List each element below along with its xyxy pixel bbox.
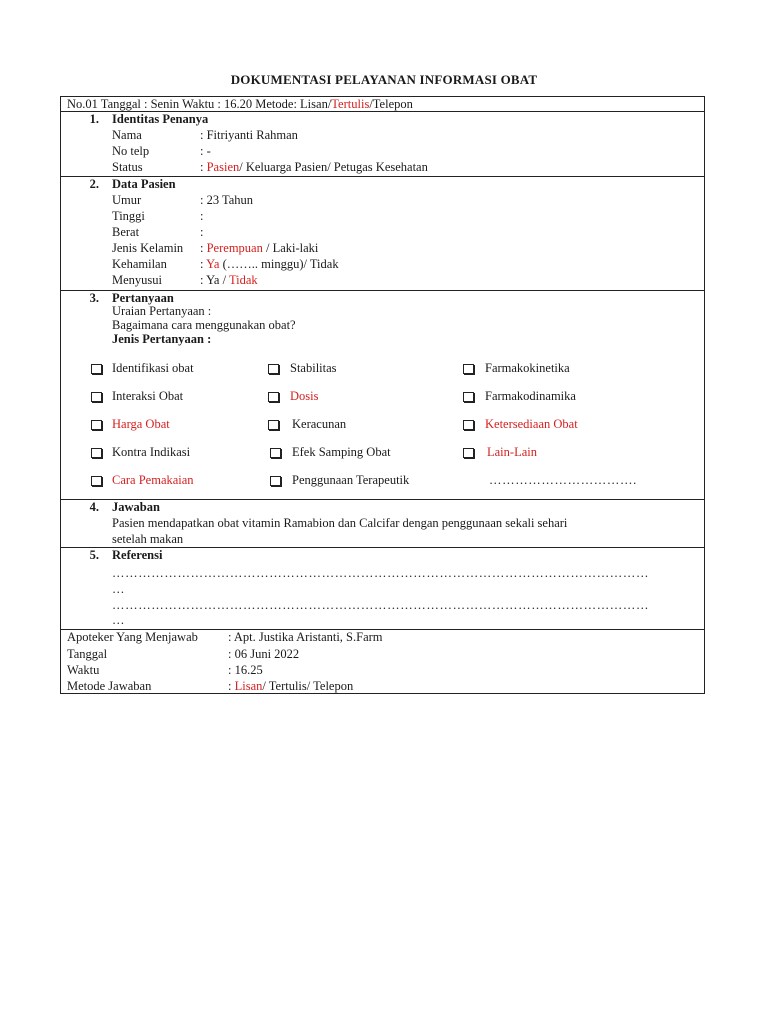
form-table xyxy=(60,96,705,694)
hamil-selected: Ya xyxy=(206,257,220,271)
option-label-dosis: Dosis xyxy=(290,389,319,403)
option-label-farmakodinamika: Farmakodinamika xyxy=(485,389,576,403)
uraian-label: Uraian Pertanyaan : xyxy=(112,304,212,318)
nama-value: : Fitriyanti Rahman xyxy=(200,128,298,142)
checkbox-harga-obat[interactable] xyxy=(91,420,102,430)
header-line xyxy=(67,97,413,112)
uraian-value: Bagaimana cara menggunakan obat? xyxy=(112,318,296,332)
status-selected: Pasien xyxy=(206,160,240,174)
header-prefix: No.01 Tanggal : Senin Waktu : 16.20 Metode: Lisan/ xyxy=(67,97,332,111)
hamil-rest: (…….. minggu)/ Tidak xyxy=(219,257,339,271)
status-label: Status xyxy=(112,160,143,174)
jenis-kelamin-label: Jenis Kelamin xyxy=(112,241,184,255)
tanggal-label: Tanggal xyxy=(67,647,108,661)
checkbox-farmakokinetika[interactable] xyxy=(463,364,474,374)
option-label-efek-samping-obat: Efek Samping Obat xyxy=(292,445,391,459)
menyusui-label: Menyusui xyxy=(112,273,162,287)
checkbox-keracunan[interactable] xyxy=(268,420,279,430)
waktu-value: : 16.25 xyxy=(228,663,263,677)
option-label-penggunaan-terapeutik: Penggunaan Terapeutik xyxy=(292,473,410,487)
tanggal-value: : 06 Juni 2022 xyxy=(228,647,300,661)
kehamilan-value xyxy=(200,257,339,272)
option-label-stabilitas: Stabilitas xyxy=(290,361,337,375)
section-3-heading: Pertanyaan xyxy=(112,291,174,305)
option-label-keracunan: Keracunan xyxy=(292,417,347,431)
checkbox-kontra-indikasi[interactable] xyxy=(91,448,102,458)
checkbox-efek-samping-obat[interactable] xyxy=(270,448,281,458)
option-label-cara-pemakaian: Cara Pemakaian xyxy=(112,473,194,487)
option-label-kontra-indikasi: Kontra Indikasi xyxy=(112,445,191,459)
waktu-label: Waktu xyxy=(67,663,100,677)
jk-rest: / Laki-laki xyxy=(262,241,319,255)
apoteker-value: : Apt. Justika Aristanti, S.Farm xyxy=(228,630,383,644)
status-colon: : xyxy=(200,160,207,174)
susui-selected: Tidak xyxy=(228,273,258,287)
jk-selected: Perempuan xyxy=(206,241,263,255)
susui-prefix: : Ya / xyxy=(200,273,229,287)
umur-value: : 23 Tahun xyxy=(200,193,254,207)
telp-value: : - xyxy=(200,144,211,158)
option-label-harga-obat: Harga Obat xyxy=(112,417,170,431)
header-suffix: /Telepon xyxy=(369,97,413,111)
metode-rest: / Tertulis/ Telepon xyxy=(262,679,354,693)
checkbox-stabilitas[interactable] xyxy=(268,364,279,374)
apoteker-label: Apoteker Yang Menjawab xyxy=(67,630,198,644)
referensi-dots-tail-1: … xyxy=(112,582,125,596)
option-label-lain-lain: Lain-Lain xyxy=(487,445,537,459)
checkbox-penggunaan-terapeutik[interactable] xyxy=(270,476,281,486)
metode-colon: : xyxy=(228,679,235,693)
option-label-farmakokinetika: Farmakokinetika xyxy=(485,361,570,375)
status-rest: / Keluarga Pasien/ Petugas Kesehatan xyxy=(239,160,428,174)
hamil-colon: : xyxy=(200,257,207,271)
option-label-interaksi-obat: Interaksi Obat xyxy=(112,389,184,403)
option-label-ketersediaan-obat: Ketersediaan Obat xyxy=(485,417,578,431)
checkbox-interaksi-obat[interactable] xyxy=(91,392,102,402)
metode-selected: Lisan xyxy=(234,679,263,693)
metode-jawaban-value xyxy=(228,679,353,694)
jk-colon: : xyxy=(200,241,207,255)
document-title: DOKUMENTASI PELAYANAN INFORMASI OBAT xyxy=(230,72,538,87)
referensi-dots-line-2: …………………………………………………………………………………………………………… xyxy=(112,598,650,612)
jawaban-line-1: Pasien mendapatkan obat vitamin Ramabion dan Calcifar dengan penggunaan sekali sehari xyxy=(112,516,568,530)
checkbox-dosis[interactable] xyxy=(268,392,279,402)
umur-label: Umur xyxy=(112,193,142,207)
kehamilan-label: Kehamilan xyxy=(112,257,167,271)
option-label-identifikasi-obat: Identifikasi obat xyxy=(112,361,194,375)
checkbox-ketersediaan-obat[interactable] xyxy=(463,420,474,430)
tinggi-value: : xyxy=(200,209,204,223)
section-5-number: 5. xyxy=(89,548,99,562)
section-2-number: 2. xyxy=(89,177,99,191)
berat-label: Berat xyxy=(112,225,140,239)
nama-label: Nama xyxy=(112,128,142,142)
checkbox-identifikasi-obat[interactable] xyxy=(91,364,102,374)
section-1-number: 1. xyxy=(89,112,99,126)
menyusui-value xyxy=(200,273,258,288)
status-value xyxy=(200,160,428,175)
berat-value: : xyxy=(200,225,204,239)
telp-label: No telp xyxy=(112,144,150,158)
tinggi-label: Tinggi xyxy=(112,209,145,223)
referensi-dots-line-1: …………………………………………………………………………………………………………… xyxy=(112,566,650,580)
lain-lain-dots: ……………………………. xyxy=(489,473,637,487)
section-1-heading: Identitas Penanya xyxy=(112,112,209,126)
checkbox-farmakodinamika[interactable] xyxy=(463,392,474,402)
metode-jawaban-label: Metode Jawaban xyxy=(67,679,152,693)
jenis-kelamin-value xyxy=(200,241,318,256)
jawaban-line-2: setelah makan xyxy=(112,532,184,546)
checkbox-lain-lain[interactable] xyxy=(463,448,474,458)
referensi-dots-tail-2: … xyxy=(112,613,125,627)
section-4-heading: Jawaban xyxy=(112,500,160,514)
section-4-number: 4. xyxy=(89,500,99,514)
section-5-heading: Referensi xyxy=(112,548,163,562)
section-3-number: 3. xyxy=(89,291,99,305)
jenis-pertanyaan-label: Jenis Pertanyaan : xyxy=(112,332,212,346)
checkbox-cara-pemakaian[interactable] xyxy=(91,476,102,486)
header-method-selected: Tertulis xyxy=(331,97,370,111)
section-2-heading: Data Pasien xyxy=(112,177,176,191)
